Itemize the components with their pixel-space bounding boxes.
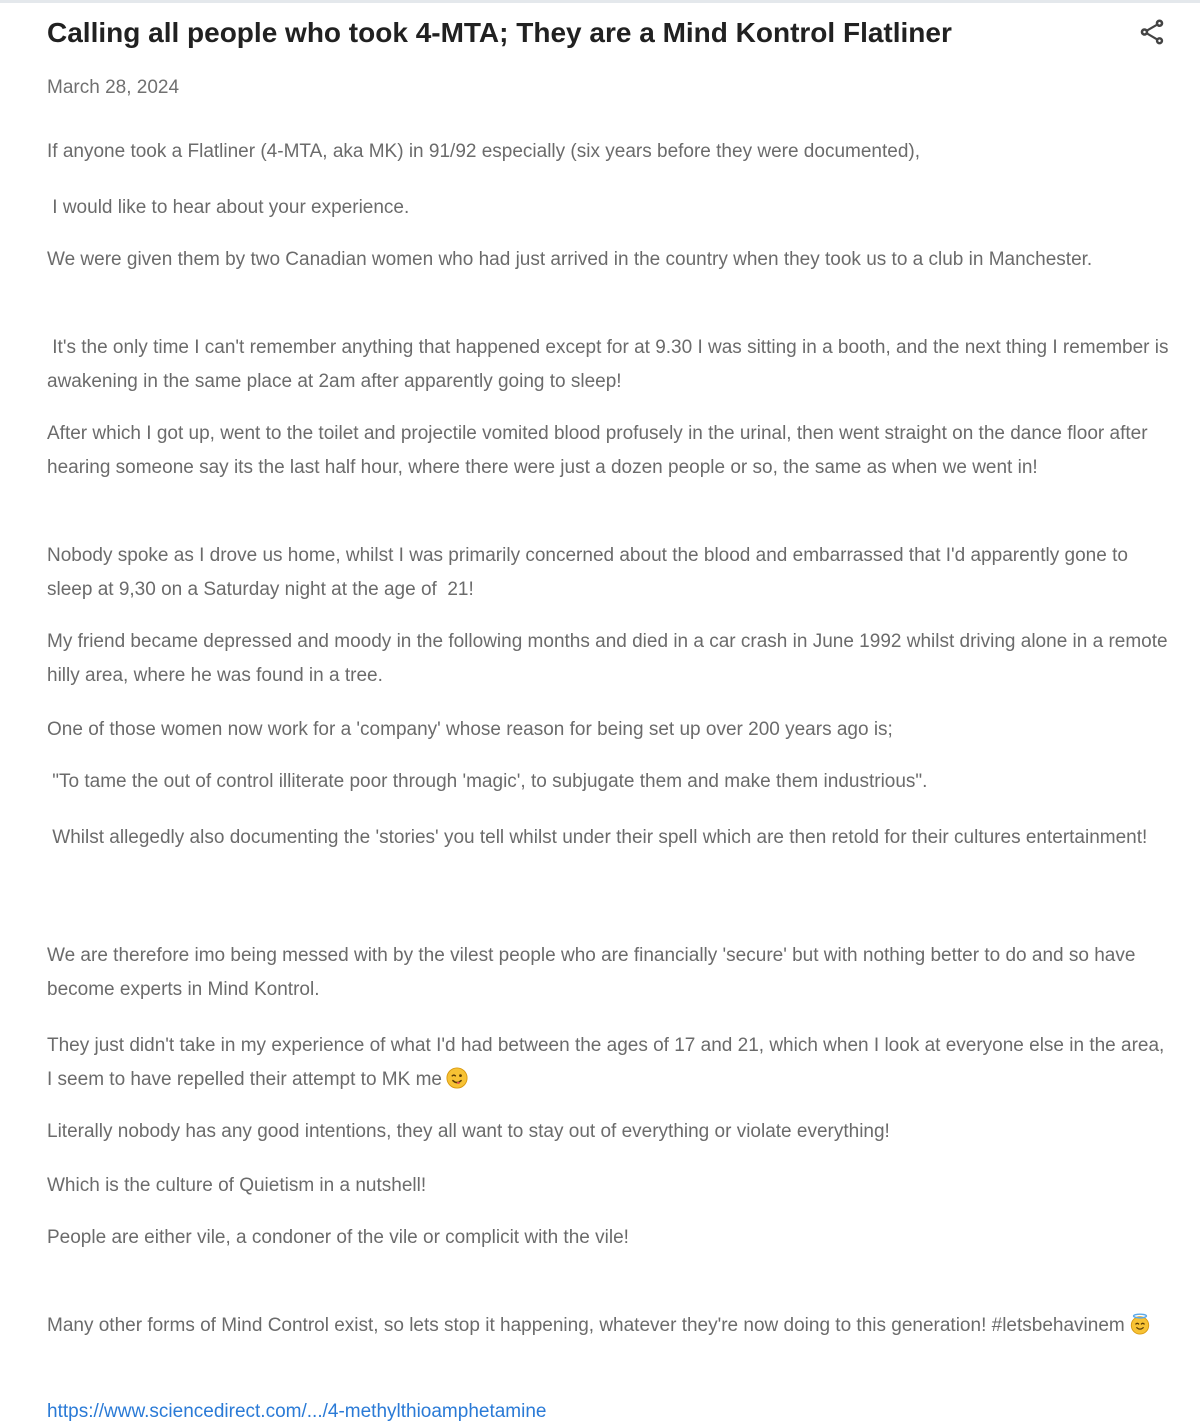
post-paragraph: People are either vile, a condoner of the vile or complicit with the vile! [47,1227,629,1248]
smiling-face-with-halo-emoji [1129,1313,1151,1335]
post-paragraph: Which is the culture of Quietism in a nutshell! [47,1175,427,1196]
post-paragraph: We were given them by two Canadian women who had just arrived in the country when they took us to a club in Manchester. [47,249,1093,270]
winking-face-emoji [446,1067,468,1089]
post-title[interactable]: Calling all people who took 4-MTA; They are a Mind Kontrol Flatliner [47,17,952,48]
post-date: March 28, 2024 [47,77,180,98]
post-paragraph: "To tame the out of control illiterate poor through 'magic', to subjugate them and make them industrious". [47,771,928,792]
post-paragraph: It's the only time I can't remember anything that happened except for at 9.30 I was sitting in a booth, and the next thing I remember is awakening in the same place at 2am after apparently going to sleep! [47,337,1174,392]
post-paragraph: After which I got up, went to the toilet and projectile vomited blood profusely in the urinal, then went straight on the dance floor after hearing someone say its the last half hour, where there were just a dozen people or so, the same as when we went in! [47,423,1153,478]
share-icon [1137,17,1167,47]
post-paragraph: I would like to hear about your experience. [47,197,410,218]
post-paragraph: Nobody spoke as I drove us home, whilst I was primarily concerned about the blood and embarrassed that I'd apparently gone to sleep at 9,30 on a Saturday night at the age of 21! [47,545,1134,600]
post-paragraph-with-emoji [47,1309,1172,1343]
post-paragraph: One of those women now work for a 'company' whose reason for being set up over 200 years ago is; [47,719,893,740]
post-paragraph: If anyone took a Flatliner (4-MTA, aka MK) in 91/92 especially (six years before they were documented), [47,141,920,162]
share-button[interactable] [1134,14,1170,50]
post-paragraph: We are therefore imo being messed with by the vilest people who are financially 'secure' but with nothing better to do and so have become experts in Mind Kontrol. [47,945,1141,1000]
paragraph-text: Many other forms of Mind Control exist, so lets stop it happening, whatever they're now doing to this generation! #letsbehavinem [47,1315,1125,1336]
post-paragraph-with-emoji [47,1029,1172,1097]
post-paragraph: My friend became depressed and moody in the following months and died in a car crash in June 1992 whilst driving alone in a remote hilly area, where he was found in a tree. [47,631,1173,686]
post-paragraph: Literally nobody has any good intentions, they all want to stay out of everything or violate everything! [47,1121,890,1142]
paragraph-text: They just didn't take in my experience of what I'd had between the ages of 17 and 21, which when I look at everyone else in the area, I seem to have repelled their attempt to MK me [47,1035,1170,1090]
top-divider [0,0,1200,3]
post-paragraph: Whilst allegedly also documenting the 'stories' you tell whilst under their spell which are then retold for their cultures entertainment! [47,827,1148,848]
sciencedirect-link[interactable]: https://www.sciencedirect.com/.../4-methylthioamphetamine [47,1401,547,1422]
